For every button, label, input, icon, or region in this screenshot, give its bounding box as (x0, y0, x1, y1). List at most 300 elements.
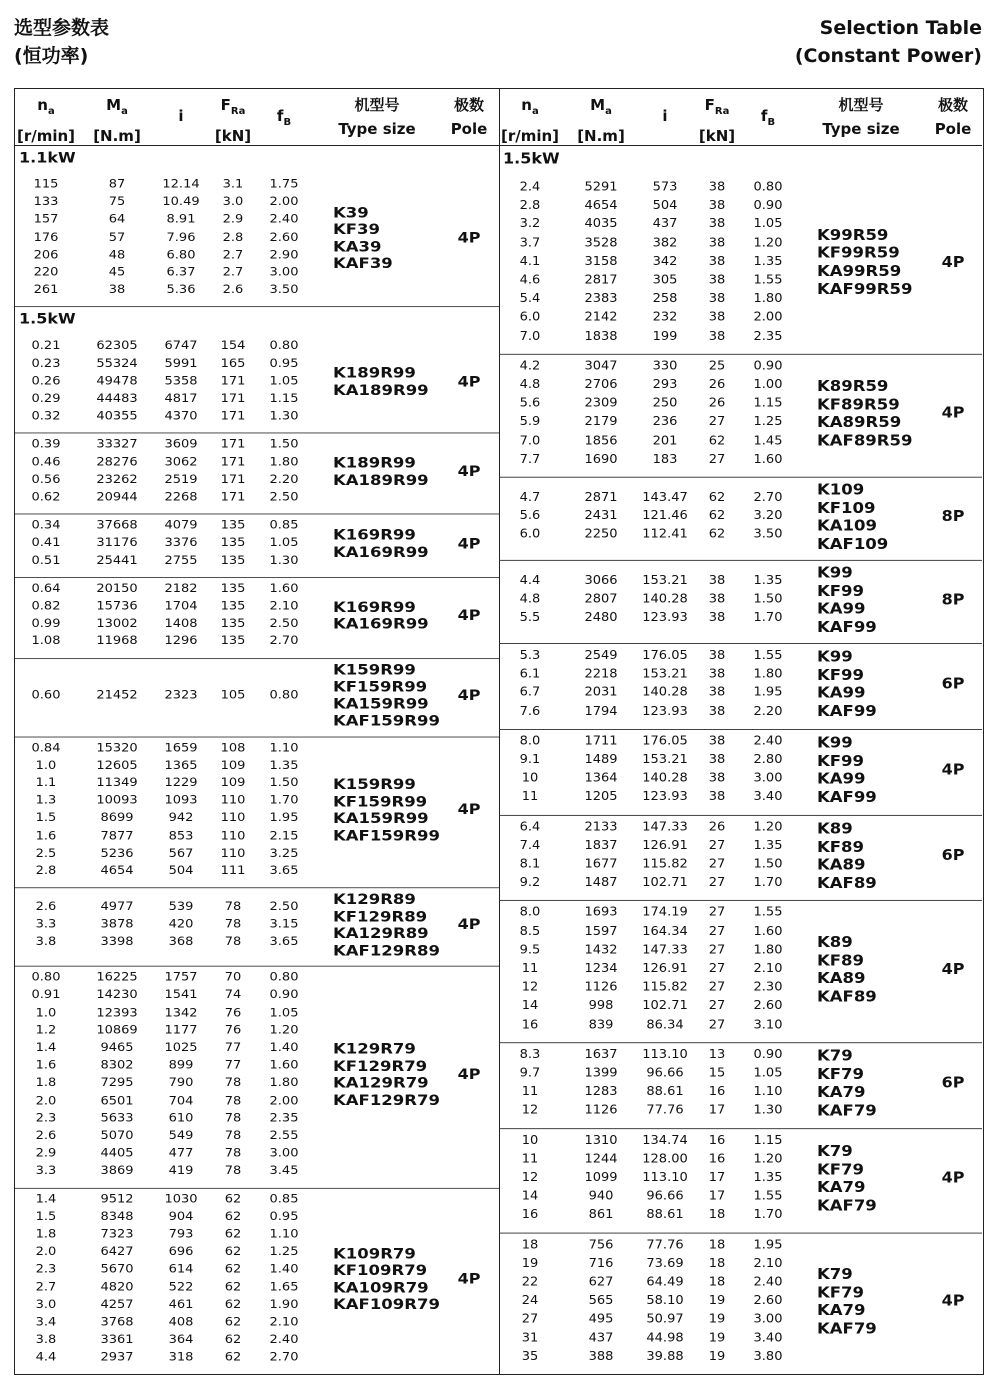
cell-na: 206 (33, 248, 59, 262)
cell-fra: 3.1 (222, 178, 244, 192)
cell-fra: 78 (224, 1111, 242, 1125)
cell-fra: 38 (708, 790, 726, 805)
cell-i: 102.71 (642, 876, 688, 890)
type-size: KA99R59 (817, 262, 902, 280)
cell-i: 199 (652, 329, 678, 344)
type-size: KA159R99 (333, 695, 429, 712)
cell-i: 12.14 (162, 178, 200, 192)
cell-ma: 4405 (100, 1147, 134, 1161)
cell-na: 2.8 (35, 864, 57, 878)
header-i (639, 104, 691, 128)
type-size: KA129R79 (333, 1074, 429, 1092)
cell-na: 1.4 (35, 1192, 57, 1206)
type-size: K109R79 (333, 1245, 416, 1262)
cell-fb: 2.00 (753, 310, 783, 325)
cell-na: 6.7 (519, 685, 541, 700)
header-ma-sub: a (121, 106, 128, 117)
cell-fb: 1.05 (269, 1006, 299, 1020)
type-size: KAF99 (817, 702, 877, 720)
header-fra (209, 93, 257, 148)
type-size: K159R99 (333, 776, 416, 793)
table-body-right (499, 145, 982, 1364)
cell-fra: 62 (224, 1210, 242, 1224)
cell-ma: 2431 (584, 508, 618, 523)
header-ma-main: M (590, 96, 606, 114)
header-i-symbol (639, 104, 691, 128)
cell-i: 419 (168, 1164, 194, 1178)
cell-ma: 2807 (584, 592, 618, 607)
type-size: K129R79 (333, 1040, 416, 1058)
cell-na: 11 (521, 790, 539, 805)
cell-i: 704 (168, 1094, 194, 1108)
cell-i: 140.28 (642, 592, 688, 607)
type-size-list (333, 204, 393, 272)
cell-ma: 998 (588, 999, 614, 1014)
cell-fra: 38 (708, 198, 726, 213)
header-i-symbol (155, 104, 207, 128)
cell-na: 2.6 (35, 1129, 57, 1143)
cell-na: 220 (33, 266, 59, 280)
cell-fb: 1.95 (753, 1237, 783, 1252)
cell-ma: 37668 (96, 518, 138, 533)
subtitle-en: (Constant Power) (794, 45, 982, 67)
cell-na: 24 (521, 1293, 539, 1308)
cell-fra: 76 (224, 1023, 242, 1037)
cell-na: 3.8 (35, 935, 57, 949)
type-size: KA189R99 (333, 381, 429, 399)
cell-fra: 171 (220, 438, 246, 452)
cell-fra: 38 (708, 734, 726, 749)
pole-value: 8P (941, 507, 965, 525)
cell-i: 573 (652, 180, 678, 194)
cell-fb: 3.15 (269, 917, 299, 931)
cell-i: 176.05 (642, 648, 688, 663)
cell-fra: 108 (220, 741, 246, 755)
pole-value: 4P (457, 1066, 481, 1083)
cell-ma: 1711 (584, 734, 618, 749)
cell-i: 153.21 (642, 573, 688, 588)
cell-na: 7.6 (519, 704, 541, 719)
header-fra-unit: [kN] (214, 127, 252, 145)
cell-i: 86.34 (646, 1017, 684, 1032)
cell-ma: 5633 (100, 1111, 134, 1125)
cell-fra: 26 (708, 396, 726, 411)
cell-i: 1342 (164, 1006, 198, 1020)
cell-na: 6.4 (519, 820, 541, 834)
section-title: 1.5kW (503, 149, 560, 168)
cell-na: 11 (521, 961, 539, 976)
type-size-list (333, 891, 440, 959)
cell-i: 1541 (164, 988, 198, 1002)
cell-fb: 1.15 (753, 396, 783, 411)
cell-fb: 2.10 (269, 599, 299, 613)
cell-fb: 1.40 (269, 1041, 299, 1055)
cell-ma: 4257 (100, 1298, 134, 1312)
cell-fb: 0.90 (269, 988, 299, 1002)
cell-na: 12 (521, 1103, 539, 1118)
header-i-main: i (662, 107, 668, 125)
cell-fb: 1.60 (753, 924, 783, 939)
cell-fb: 1.20 (753, 820, 783, 834)
cell-i: 147.33 (642, 820, 688, 834)
cell-ma: 55324 (96, 357, 138, 371)
cell-i: 4079 (164, 518, 198, 533)
type-size: KF89 (817, 837, 865, 856)
cell-ma: 3158 (584, 254, 618, 269)
cell-na: 1.0 (35, 759, 57, 773)
cell-na: 0.26 (31, 374, 61, 388)
cell-ma: 4654 (584, 198, 618, 213)
type-size: K39 (333, 203, 369, 221)
cell-na: 0.91 (31, 988, 61, 1002)
cell-na: 18 (521, 1237, 539, 1252)
cell-ma: 1283 (584, 1084, 618, 1099)
type-size: KA99 (817, 769, 866, 788)
cell-na: 8.3 (519, 1047, 541, 1062)
cell-na: 3.3 (35, 1164, 57, 1178)
pole-value: 6P (941, 846, 965, 864)
cell-ma: 25441 (96, 554, 138, 568)
cell-i: 790 (168, 1076, 194, 1090)
cell-fb: 1.35 (753, 1170, 783, 1185)
cell-ma: 2706 (584, 377, 618, 392)
cell-fb: 1.40 (269, 1263, 299, 1277)
cell-fra: 27 (708, 980, 726, 995)
cell-fb: 1.70 (753, 1208, 783, 1222)
cell-ma: 627 (588, 1275, 614, 1289)
cell-fb: 2.35 (269, 1111, 299, 1125)
cell-i: 539 (168, 900, 194, 914)
type-size: K89 (817, 933, 853, 951)
cell-ma: 1099 (584, 1170, 618, 1185)
cell-na: 133 (33, 195, 59, 209)
group-divider (499, 560, 982, 561)
cell-ma: 8302 (100, 1059, 134, 1073)
cell-fra: 27 (708, 876, 726, 890)
cell-i: 5991 (164, 357, 198, 371)
cell-i: 522 (168, 1280, 194, 1294)
cell-i: 1030 (164, 1192, 198, 1206)
cell-ma: 7323 (100, 1227, 134, 1242)
pole-value: 4P (457, 373, 481, 390)
cell-na: 2.4 (519, 180, 541, 194)
type-size-list (817, 820, 877, 892)
cell-fra: 62 (708, 433, 726, 448)
cell-fra: 16 (708, 1084, 726, 1099)
cell-fb: 1.25 (753, 415, 783, 430)
group-divider (15, 887, 499, 888)
cell-ma: 1399 (584, 1066, 618, 1081)
cell-fb: 1.70 (753, 876, 783, 890)
cell-i: 408 (168, 1315, 194, 1330)
cell-ma: 20944 (96, 490, 138, 504)
type-size: K169R99 (333, 598, 416, 616)
cell-fb: 1.50 (269, 438, 299, 452)
cell-i: 113.10 (642, 1170, 688, 1185)
cell-fb: 2.50 (269, 617, 299, 631)
cell-na: 0.29 (31, 392, 61, 406)
cell-i: 3609 (164, 438, 198, 452)
cell-fra: 38 (708, 329, 726, 344)
cell-fb: 2.10 (269, 1315, 299, 1330)
cell-i: 305 (652, 273, 678, 288)
cell-fra: 154 (220, 339, 246, 353)
table-right-half (499, 89, 982, 1374)
cell-fra: 2.7 (222, 248, 244, 262)
cell-ma: 6501 (100, 1094, 134, 1108)
cell-ma: 6427 (100, 1245, 134, 1259)
cell-fb: 2.35 (753, 329, 783, 344)
cell-na: 14 (521, 999, 539, 1014)
header-na-sub: a (531, 106, 539, 117)
cell-ma: 2937 (100, 1351, 134, 1365)
cell-fb: 1.20 (753, 1152, 783, 1166)
cell-na: 3.7 (519, 236, 541, 250)
type-size-list (333, 661, 440, 729)
header-fra-main: F (220, 96, 231, 114)
cell-fb: 1.55 (753, 905, 783, 920)
cell-fra: 62 (224, 1298, 242, 1312)
cell-i: 126.91 (642, 961, 688, 976)
cell-fb: 2.50 (269, 900, 299, 914)
header-na-main: n (521, 96, 532, 114)
cell-ma: 4654 (100, 864, 134, 878)
group-divider (15, 577, 499, 578)
cell-fra: 27 (708, 415, 726, 430)
cell-fb: 0.85 (269, 518, 299, 533)
cell-fb: 1.05 (753, 217, 783, 232)
cell-fra: 38 (708, 236, 726, 250)
type-size: KF39 (333, 220, 381, 238)
cell-i: 73.69 (646, 1256, 684, 1271)
cell-ma: 7295 (100, 1076, 134, 1090)
cell-fra: 38 (708, 704, 726, 719)
cell-i: 58.10 (646, 1293, 684, 1308)
cell-fb: 2.55 (269, 1129, 299, 1143)
cell-fra: 13 (708, 1047, 726, 1062)
cell-fb: 0.95 (269, 357, 299, 371)
cell-ma: 1364 (584, 771, 618, 786)
type-size: KAF99 (817, 787, 877, 806)
type-size-list (333, 527, 429, 561)
cell-ma: 1432 (584, 943, 618, 958)
type-size: KA89 (817, 855, 866, 874)
cell-fra: 109 (220, 759, 246, 773)
cell-na: 7.0 (519, 433, 541, 448)
cell-fra: 27 (708, 999, 726, 1014)
cell-fb: 2.40 (269, 1333, 299, 1347)
type-size-list (817, 480, 888, 552)
cell-fb: 3.50 (269, 283, 299, 297)
cell-na: 7.0 (519, 329, 541, 344)
type-size: KA39 (333, 237, 382, 255)
cell-ma: 3398 (100, 935, 134, 949)
header-fb-symbol (745, 104, 791, 135)
header-na (17, 93, 75, 148)
cell-i: 318 (168, 1351, 194, 1365)
pole-value: 6P (941, 674, 965, 693)
cell-fra: 18 (708, 1237, 726, 1252)
cell-i: 123.93 (642, 704, 688, 719)
header-pole (441, 93, 497, 141)
type-size: KF79 (817, 1065, 865, 1083)
cell-ma: 2817 (584, 273, 618, 288)
cell-na: 5.3 (519, 648, 541, 663)
type-size: KA79 (817, 1083, 866, 1101)
cell-ma: 1837 (584, 838, 618, 853)
cell-na: 16 (521, 1208, 539, 1222)
cell-ma: 1205 (584, 790, 618, 805)
group-divider (499, 1232, 982, 1233)
cell-fb: 2.30 (753, 980, 783, 995)
cell-na: 5.6 (519, 396, 541, 411)
cell-i: 176.05 (642, 734, 688, 749)
section-title: 1.5kW (19, 310, 76, 328)
cell-ma: 1677 (584, 857, 618, 872)
header-na-sub: a (47, 106, 55, 117)
type-size: KA109 (817, 516, 877, 535)
type-size: KAF159R99 (333, 827, 440, 844)
cell-i: 77.76 (646, 1103, 684, 1118)
cell-ma: 1690 (584, 452, 618, 467)
cell-i: 96.66 (646, 1189, 684, 1204)
column-header-left (15, 89, 499, 146)
cell-ma: 12605 (96, 759, 138, 773)
cell-na: 3.0 (35, 1298, 57, 1312)
header-fb-symbol (261, 104, 307, 135)
title-cn: 选型参数表 (14, 17, 110, 39)
cell-na: 1.4 (35, 1041, 57, 1055)
type-size: KAF89R59 (817, 431, 913, 449)
cell-i: 1757 (164, 971, 198, 985)
header-left (14, 14, 109, 70)
cell-fra: 62 (224, 1333, 242, 1347)
cell-na: 2.3 (35, 1263, 57, 1277)
cell-fb: 2.40 (269, 213, 299, 227)
cell-ma: 3066 (584, 573, 618, 588)
header-fb-main: f (760, 107, 768, 125)
cell-i: 113.10 (642, 1047, 688, 1062)
cell-ma: 1838 (584, 329, 618, 344)
cell-ma: 48 (108, 248, 126, 262)
cell-fb: 1.50 (269, 776, 299, 790)
cell-fra: 74 (224, 988, 242, 1002)
cell-i: 126.91 (642, 838, 688, 853)
cell-i: 164.34 (642, 924, 688, 939)
type-size: K99 (817, 733, 853, 752)
selection-table (14, 88, 984, 1375)
cell-fra: 135 (220, 518, 246, 533)
cell-fb: 1.65 (269, 1280, 299, 1294)
pole-value: 4P (941, 404, 965, 422)
cell-i: 2268 (164, 490, 198, 504)
type-size-list (817, 933, 877, 1005)
cell-ma: 437 (588, 1331, 614, 1345)
cell-fra: 19 (708, 1349, 726, 1364)
header-ma-symbol (79, 93, 155, 124)
cell-fb: 1.50 (753, 592, 783, 607)
type-size: KA89R59 (817, 413, 902, 431)
cell-fra: 38 (708, 667, 726, 682)
cell-fra: 62 (224, 1227, 242, 1242)
cell-fb: 0.90 (753, 359, 783, 374)
cell-na: 176 (33, 230, 59, 244)
cell-fra: 78 (224, 1129, 242, 1143)
pole-value: 4P (457, 916, 481, 933)
cell-fb: 1.15 (753, 1133, 783, 1148)
cell-na: 1.8 (35, 1076, 57, 1090)
cell-fb: 3.00 (753, 1312, 783, 1327)
cell-na: 4.2 (519, 359, 541, 374)
table-body-left (15, 145, 499, 1365)
column-header-right (499, 89, 982, 146)
cell-fb: 3.00 (753, 771, 783, 786)
cell-fra: 135 (220, 554, 246, 568)
cell-i: 420 (168, 917, 194, 931)
cell-fra: 17 (708, 1189, 726, 1204)
cell-fb: 1.30 (753, 1103, 783, 1118)
cell-ma: 13002 (96, 617, 138, 631)
cell-na: 0.39 (31, 438, 61, 452)
cell-fb: 2.60 (753, 1293, 783, 1308)
cell-i: 128.00 (642, 1152, 688, 1166)
type-size: KF159R99 (333, 793, 428, 810)
cell-ma: 716 (588, 1256, 614, 1271)
cell-fra: 27 (708, 961, 726, 976)
header-na (501, 93, 559, 148)
cell-i: 39.88 (646, 1349, 684, 1364)
header-ma-unit: [N.m] (93, 127, 141, 145)
cell-fra: 62 (224, 1245, 242, 1259)
cell-fra: 2.7 (222, 266, 244, 280)
cell-ma: 4820 (100, 1280, 134, 1294)
cell-i: 504 (168, 864, 194, 878)
cell-i: 477 (168, 1147, 194, 1161)
pole-value: 4P (457, 1270, 481, 1287)
cell-i: 696 (168, 1245, 194, 1259)
subtitle-cn: (恒功率) (14, 45, 89, 67)
cell-i: 8.91 (166, 213, 196, 227)
cell-i: 140.28 (642, 771, 688, 786)
cell-na: 0.41 (31, 536, 61, 550)
cell-ma: 64 (108, 213, 126, 227)
cell-ma: 33327 (96, 438, 138, 452)
cell-fra: 25 (708, 359, 726, 374)
title-en: Selection Table (819, 17, 982, 39)
cell-i: 123.93 (642, 610, 688, 625)
cell-fra: 110 (220, 847, 246, 861)
header-type-size (801, 93, 921, 141)
cell-i: 147.33 (642, 943, 688, 958)
cell-fra: 27 (708, 924, 726, 939)
cell-i: 6.37 (166, 266, 196, 280)
cell-fb: 0.80 (269, 339, 299, 353)
cell-i: 293 (652, 377, 678, 392)
cell-na: 3.3 (35, 917, 57, 931)
cell-fra: 70 (224, 971, 242, 985)
cell-fb: 2.60 (269, 230, 299, 244)
cell-fb: 0.80 (753, 180, 783, 194)
cell-fra: 110 (220, 829, 246, 843)
cell-i: 115.82 (642, 980, 688, 995)
cell-i: 1229 (164, 776, 198, 790)
cell-na: 261 (33, 283, 59, 297)
header-type-cn: 机型号 (354, 96, 400, 114)
cell-fb: 0.80 (269, 971, 299, 985)
cell-ma: 23262 (96, 473, 138, 487)
cell-ma: 4977 (100, 900, 134, 914)
cell-i: 112.41 (642, 527, 688, 542)
